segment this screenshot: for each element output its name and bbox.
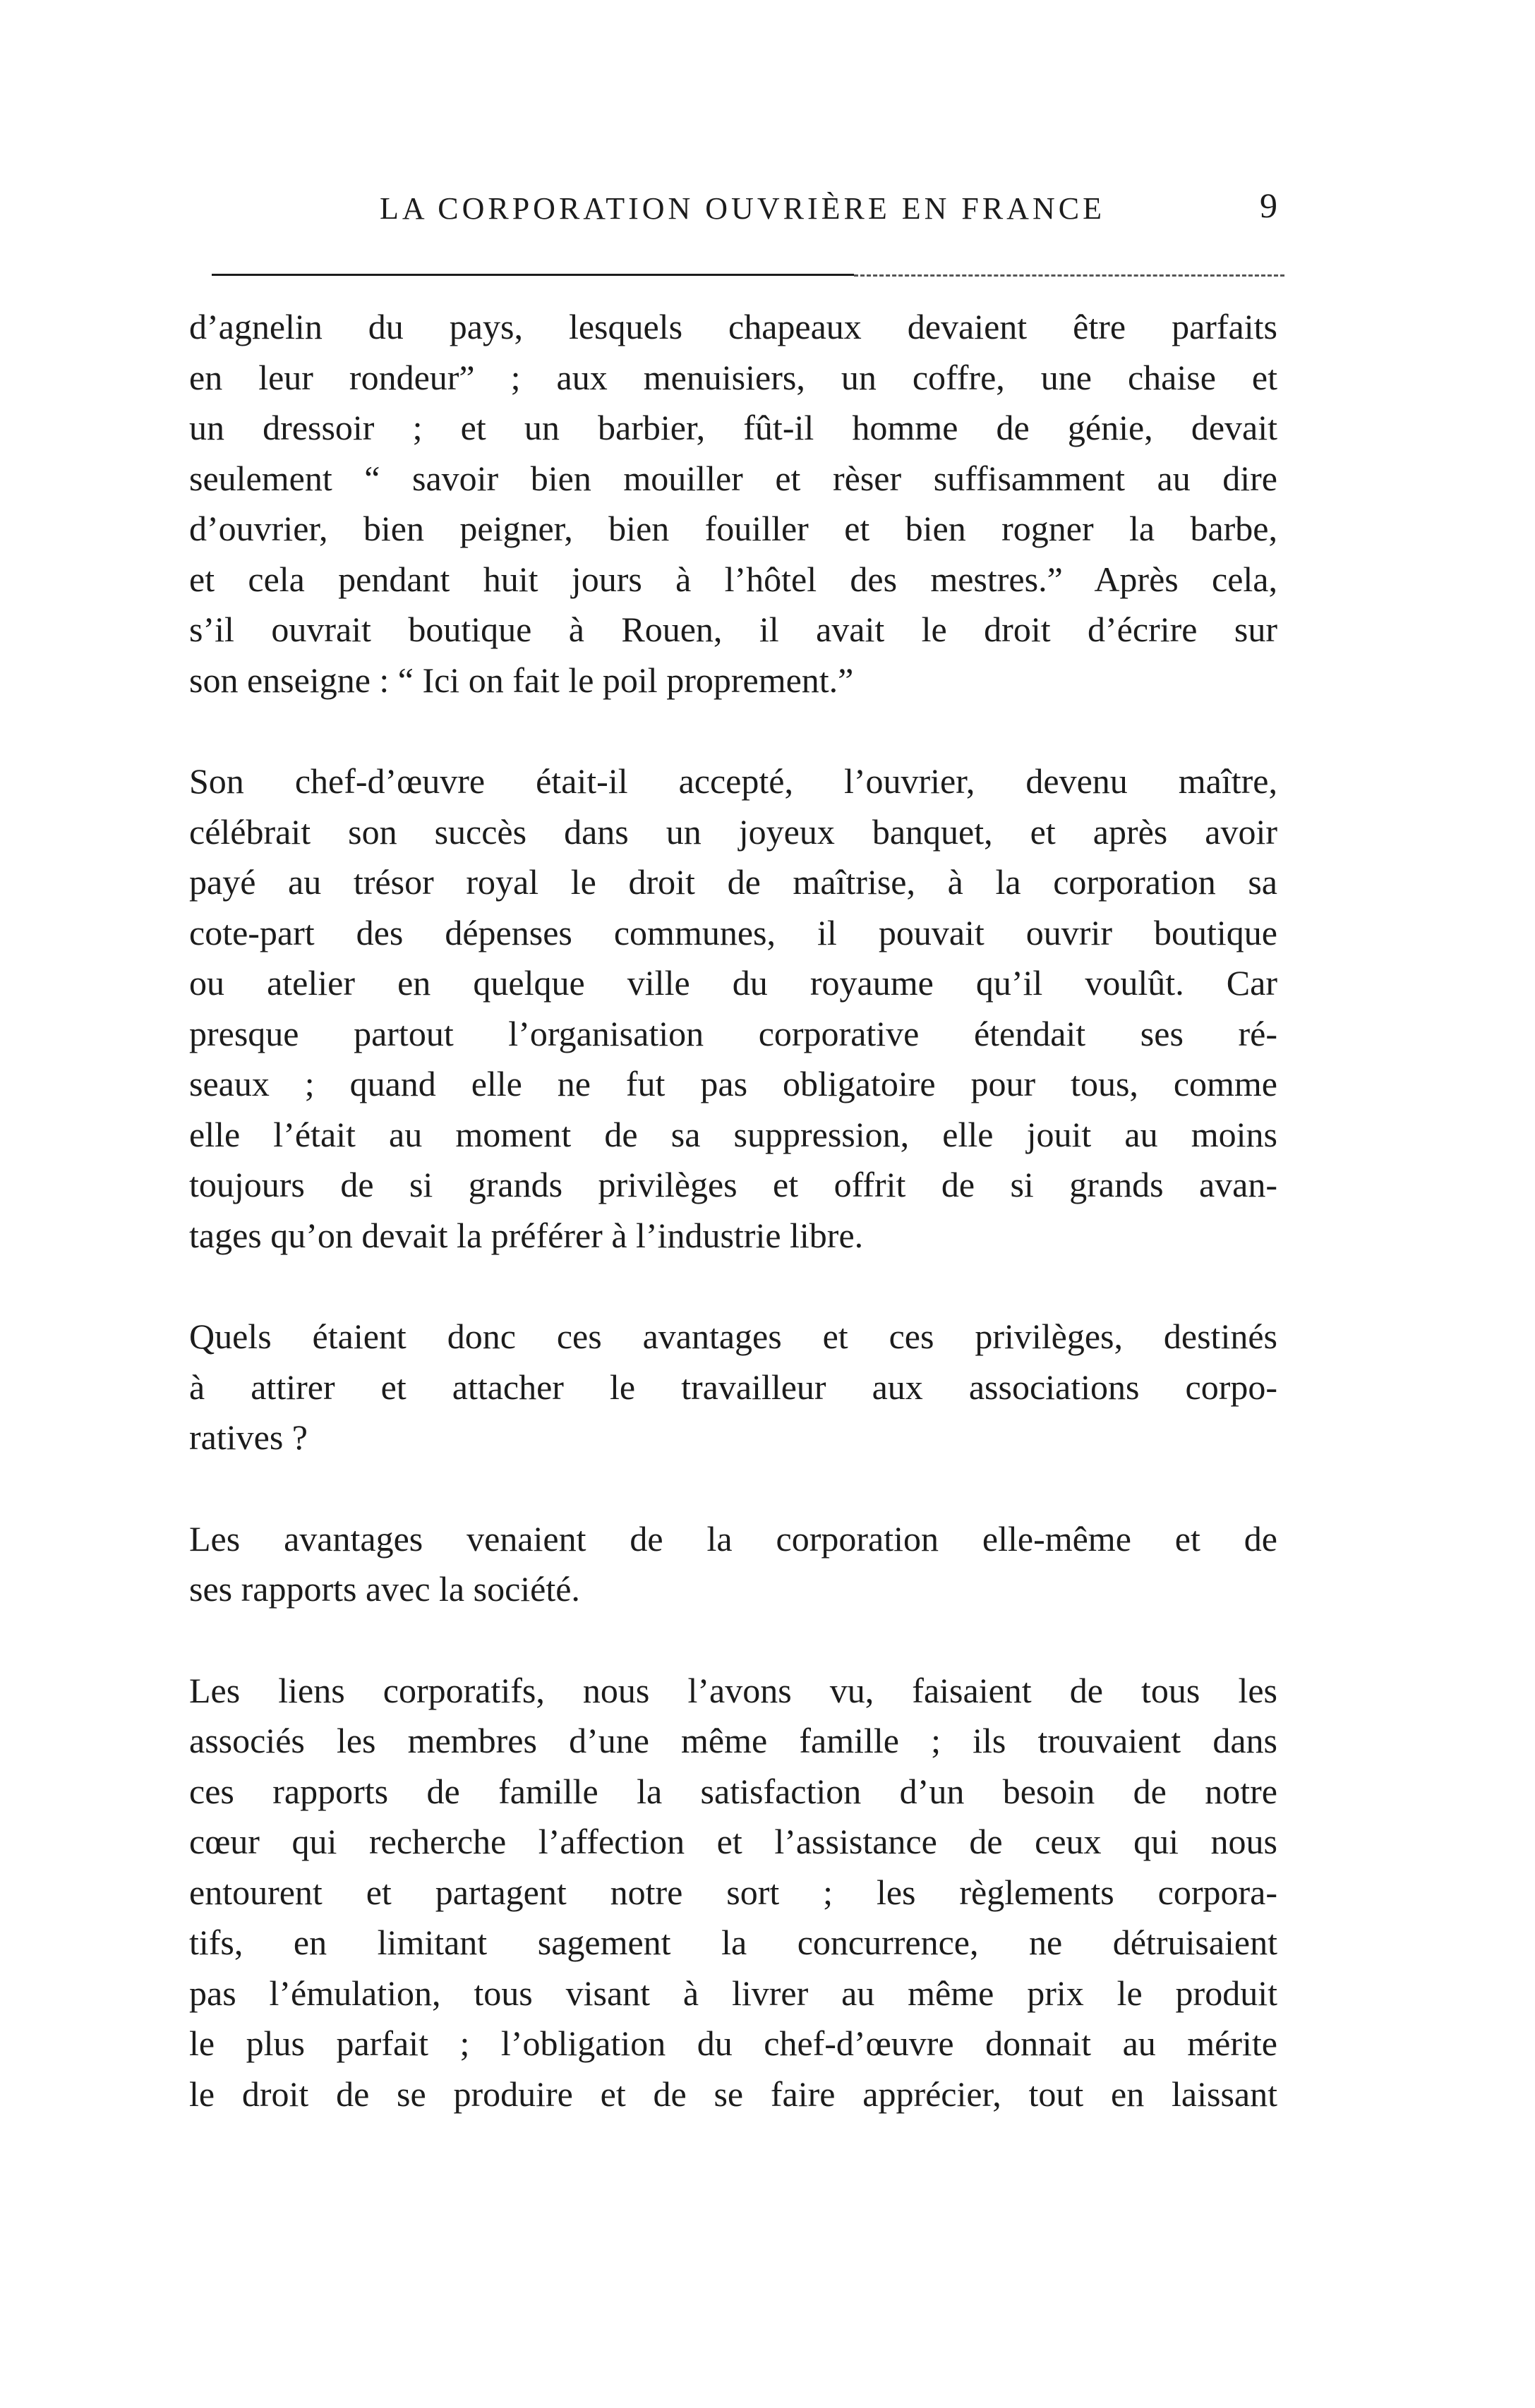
text-line: Les avantages venaient de la corporation elle-même et de <box>189 1518 1277 1559</box>
text-line: son enseigne : “ Ici on fait le poil proprement.” <box>189 660 854 700</box>
paragraph <box>189 1666 1277 2120</box>
text-line: en leur rondeur” ; aux menuisiers, un coffre, une chaise et <box>189 357 1277 397</box>
text-line: pas l’émulation, tous visant à livrer au même prix le produit <box>189 1973 1277 2013</box>
text-line: d’ouvrier, bien peigner, bien fouiller et bien rogner la barbe, <box>189 509 1277 548</box>
text-line: ses rapports avec la société. <box>189 1569 580 1609</box>
text-line: entourent et partagent notre sort ; les règlements corpora- <box>189 1872 1277 1912</box>
paragraph <box>189 302 1277 706</box>
text-line: et cela pendant huit jours à l’hôtel des mestres.” Après cela, <box>189 559 1277 599</box>
text-line: le droit de se produire et de se faire apprécier, tout en laissant <box>189 2074 1277 2114</box>
text-line: d’agnelin du pays, lesquels chapeaux devaient être parfaits <box>189 307 1277 346</box>
header-rule <box>212 274 854 276</box>
paragraph-gap <box>189 1261 1277 1312</box>
text-line: un dressoir ; et un barbier, fût-il homme de génie, devait <box>189 408 1277 447</box>
running-title: LA CORPORATION OUVRIÈRE EN FRANCE <box>380 191 1105 226</box>
body-text <box>189 302 1277 2119</box>
text-line: le plus parfait ; l’obligation du chef-d’œuvre donnait au mérite <box>189 2023 1277 2063</box>
text-line: tifs, en limitant sagement la concurrence, ne détruisaient <box>189 1923 1277 1962</box>
paragraph-gap <box>189 706 1277 756</box>
paragraph <box>189 1312 1277 1463</box>
text-line: célébrait son succès dans un joyeux banquet, et après avoir <box>189 811 1277 852</box>
text-line: à attirer et attacher le travailleur aux associations corpo- <box>189 1367 1277 1407</box>
text-line: presque partout l’organisation corporative étendait ses ré- <box>189 1013 1277 1053</box>
text-line: Son chef-d’œuvre était-il accepté, l’ouvrier, devenu maître, <box>189 761 1277 801</box>
paragraph-gap <box>189 1463 1277 1514</box>
text-line: Quels étaient donc ces avantages et ces privilèges, destinés <box>189 1317 1277 1356</box>
text-line: tages qu’on devait la préférer à l’industrie libre. <box>189 1215 864 1255</box>
running-header <box>212 186 1277 247</box>
text-line: payé au trésor royal le droit de maîtrise, à la corporation sa <box>189 862 1277 902</box>
page-number: 9 <box>1260 186 1277 225</box>
text-line: ces rapports de famille la satisfaction d’un besoin de notre <box>189 1771 1277 1811</box>
text-line: cote-part des dépenses communes, il pouvait ouvrir boutique <box>189 912 1277 952</box>
paragraph <box>189 1514 1277 1615</box>
text-line: s’il ouvrait boutique à Rouen, il avait le droit d’écrire sur <box>189 610 1277 649</box>
text-line: ou atelier en quelque ville du royaume qu’il voulût. Car <box>189 963 1277 1003</box>
text-line: seaux ; quand elle ne fut pas obligatoire pour tous, comme <box>189 1064 1277 1103</box>
text-line: elle l’était au moment de sa suppression, elle jouit au moins <box>189 1114 1277 1154</box>
text-line: cœur qui recherche l’affection et l’assistance de ceux qui nous <box>189 1822 1277 1861</box>
text-line: Les liens corporatifs, nous l’avons vu, faisaient de tous les <box>189 1670 1277 1710</box>
paragraph-gap <box>189 1615 1277 1666</box>
header-rule-broken <box>854 274 1284 277</box>
text-line: seulement “ savoir bien mouiller et rèser suffisamment au dire <box>189 458 1277 498</box>
text-line: associés les membres d’une même famille ; ils trouvaient dans <box>189 1721 1277 1760</box>
text-line: toujours de si grands privilèges et offrit de si grands avan- <box>189 1165 1277 1204</box>
paragraph <box>189 756 1277 1261</box>
text-line: ratives ? <box>189 1417 308 1457</box>
